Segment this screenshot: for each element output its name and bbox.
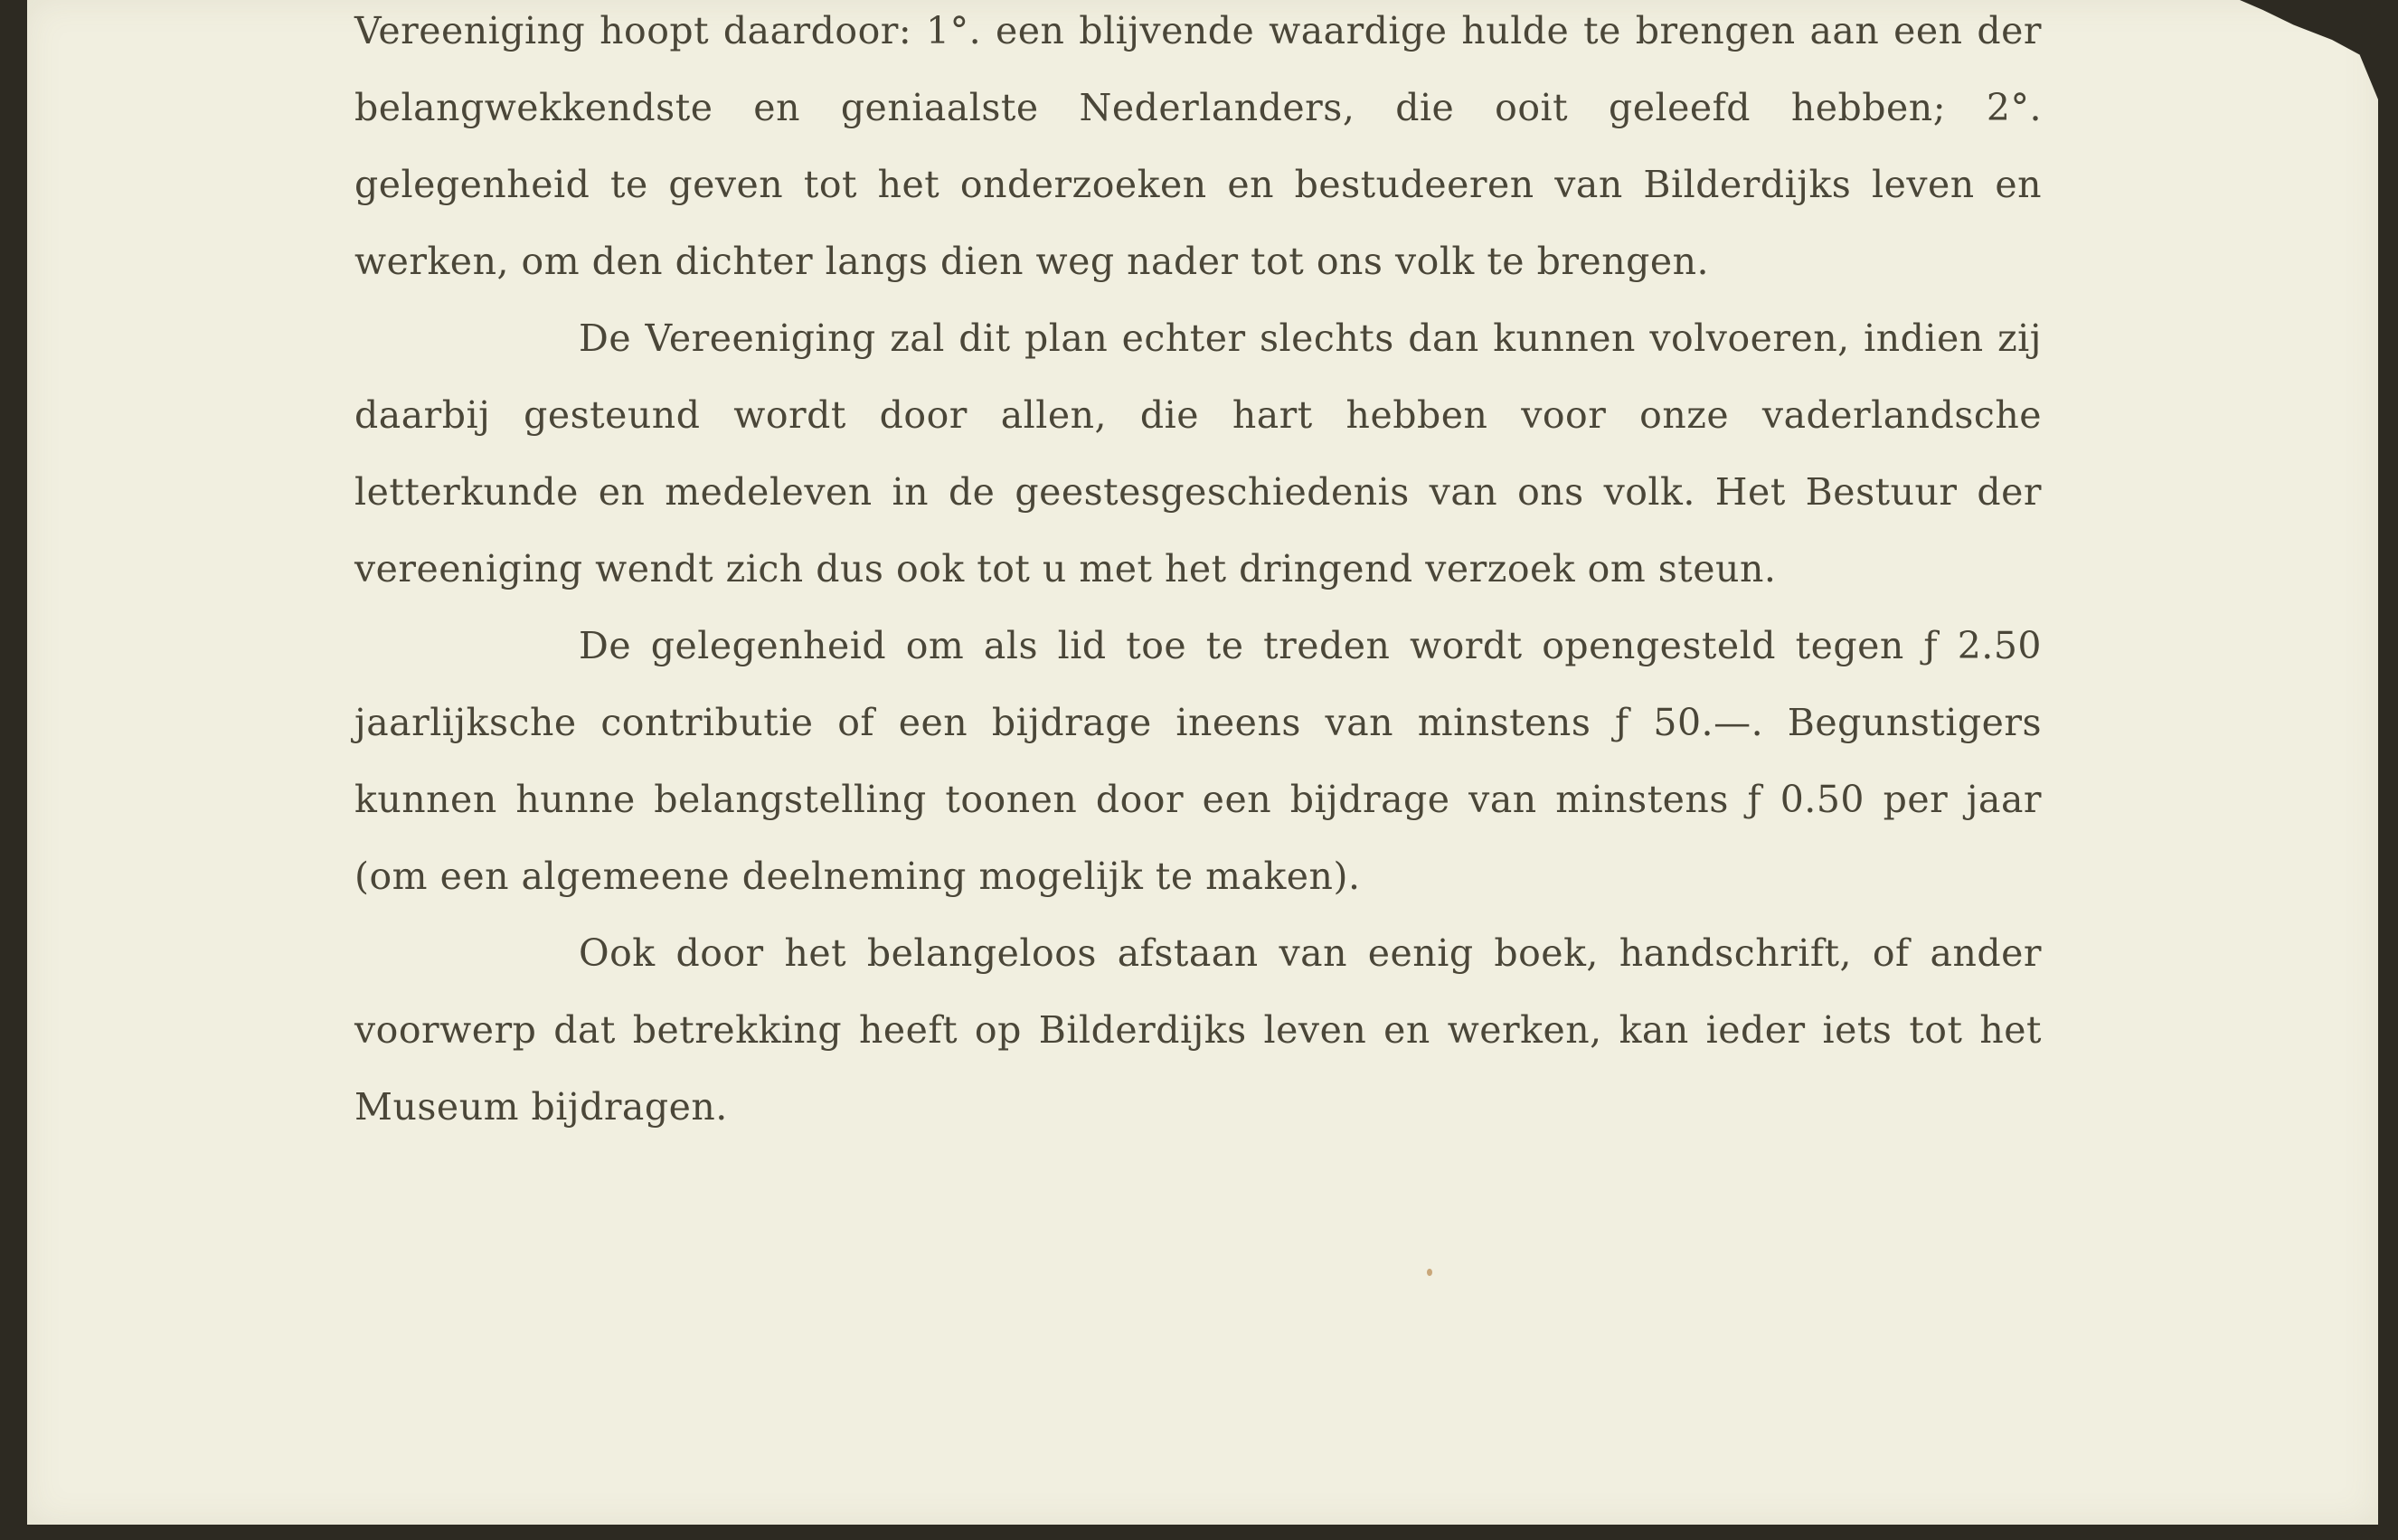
paragraph-3: De gelegenheid om als lid toe te treden wordt opengesteld tegen ƒ 2.50 jaarlijksche contributie of een bijdrage ineens van minstens ƒ 50.—. Begunstigers kunnen hunne belangstelling toonen door een bijdrage van minstens ƒ 0.50 per jaar (om een algemeene deelneming mogelijk te maken). xyxy=(354,624,2042,898)
paragraph-4: Ook door het belangeloos afstaan van eenig boek, handschrift, of ander voorwerp dat betrekking heeft op Bilderdijks leven en werken, kan ieder iets tot het Museum bijdragen. xyxy=(354,931,2042,1129)
paragraph-1: Vereeniging hoopt daardoor: 1°. een blijvende waardige hulde te brengen aan een der belangwekkendste en geniaalste Nederlanders, die ooit geleefd hebben; 2°. gelegenheid te geven tot het onderzoeken en bestudeeren van Bilderdijks leven en werken, om den dichter langs dien weg nader tot ons volk te brengen. xyxy=(354,9,2042,283)
paragraph-2: De Vereeniging zal dit plan echter slechts dan kunnen volvoeren, indien zij daarbij gesteund wordt door allen, die hart hebben voor onze vaderlandsche letterkunde en medeleven in de geestesgeschiedenis van ons volk. Het Bestuur der vereeniging wendt zich dus ook tot u met het dringend verzoek om steun. xyxy=(354,317,2042,590)
paper-sheet xyxy=(27,0,2378,1525)
document-body xyxy=(354,0,2042,1146)
torn-corner xyxy=(2224,0,2378,99)
paper-speck xyxy=(1427,1269,1432,1276)
